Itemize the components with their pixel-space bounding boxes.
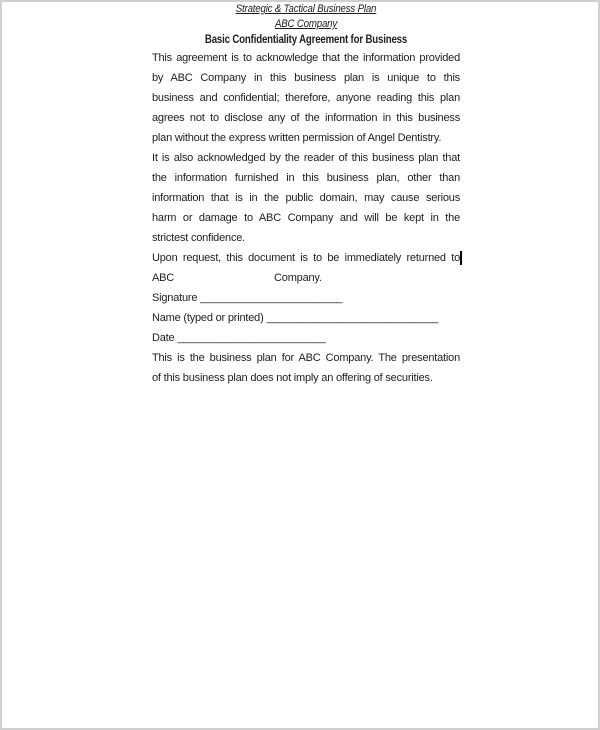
agreement-heading[interactable]: Basic Confidentiality Agreement for Business <box>204 34 408 46</box>
signature-blank-line: ________________________ <box>200 292 343 304</box>
text-line: agrees not to disclose any of the information in this business <box>152 112 460 124</box>
text-cursor <box>460 251 462 265</box>
text-line: information that is in the public domain, may cause serious <box>152 192 460 204</box>
text-line: plan without the express written permission of Angel Dentistry. <box>152 132 442 144</box>
text-line-with-cursor <box>152 248 460 268</box>
plan-title-text: Strategic & Tactical Business Plan <box>235 3 377 15</box>
company-name-right: Company. <box>274 272 322 284</box>
company-title-text: ABC Company <box>274 18 338 30</box>
name-row[interactable] <box>152 308 460 328</box>
company-name-left: ABC <box>152 272 175 284</box>
paragraph-acknowledgement[interactable] <box>152 148 460 248</box>
document-content <box>152 2 460 388</box>
text-line-text: Upon request, this document is to be immediately returned to <box>152 252 460 264</box>
date-label: Date <box>152 332 175 344</box>
signature-label: Signature <box>152 292 198 304</box>
text-line: This is the business plan for ABC Company. The presentation <box>152 352 460 364</box>
fill-in-gap <box>174 280 274 281</box>
paragraph-return-request[interactable] <box>152 248 460 288</box>
name-blank-line: _____________________________ <box>266 312 439 324</box>
signature-row[interactable] <box>152 288 460 308</box>
company-title-line <box>170 17 441 32</box>
plan-title-line <box>170 2 441 17</box>
date-blank-line: _________________________ <box>177 332 326 344</box>
name-label: Name (typed or printed) <box>152 312 264 324</box>
text-line: business and confidential; therefore, anyone reading this plan <box>152 92 460 104</box>
text-line: strictest confidence. <box>152 232 246 244</box>
text-line: It is also acknowledged by the reader of this business plan that <box>152 152 460 164</box>
text-line <box>152 268 460 288</box>
paragraph-closing[interactable] <box>152 348 460 388</box>
date-row[interactable] <box>152 328 460 348</box>
text-line: of this business plan does not imply an offering of securities. <box>152 372 433 384</box>
text-line: This agreement is to acknowledge that the information provided <box>152 52 460 64</box>
text-line: the information furnished in this business plan, other than <box>152 172 460 184</box>
text-line: by ABC Company in this business plan is unique to this <box>152 72 460 84</box>
text-line: harm or damage to ABC Company and will be kept in the <box>152 212 460 224</box>
paragraph-disclosure[interactable] <box>152 48 460 148</box>
document-title-block[interactable] <box>170 2 441 32</box>
